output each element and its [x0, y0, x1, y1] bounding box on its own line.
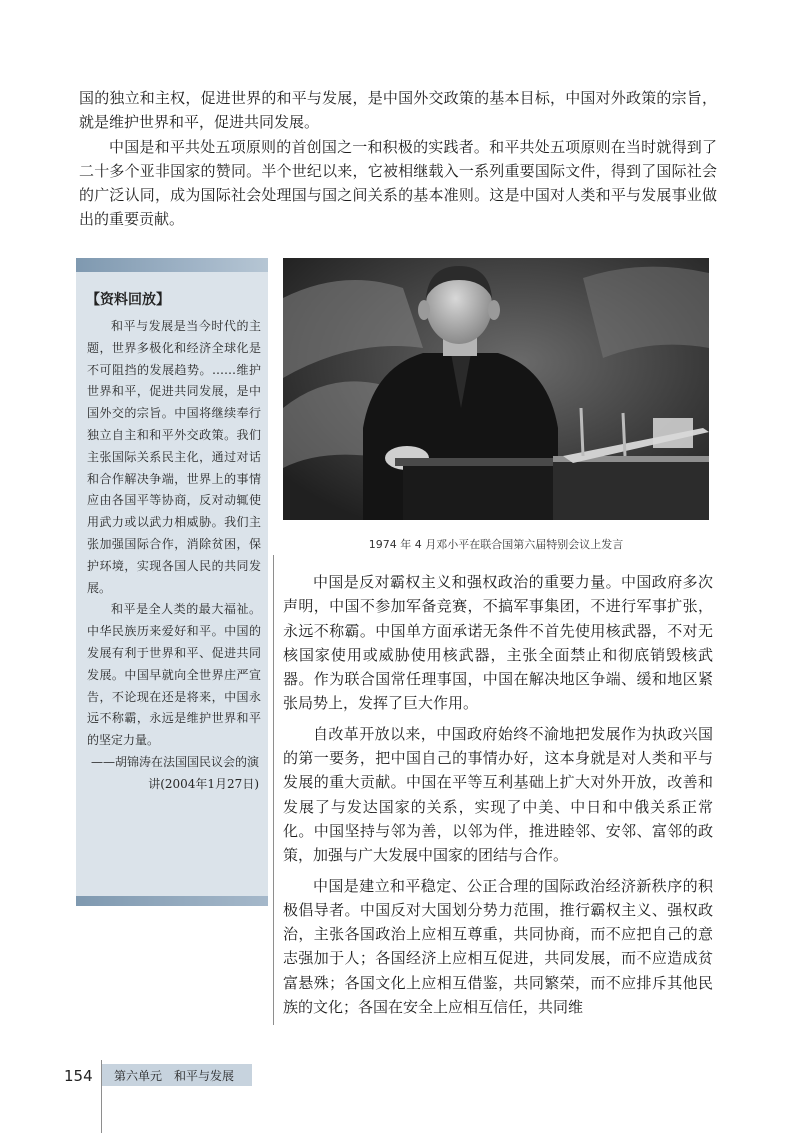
sidebar-body [87, 316, 261, 796]
sidebar-quote-paragraph: 和平与发展是当今时代的主题，世界多极化和经济全球化是不可阻挡的发展趋势。……维护世界和平，促进共同发展，是中国外交的宗旨。中国将继续奉行独立自主和和平外交政策。我们主张国际关系民主化，通过对话和合作解决争端，世界上的事情应由各国平等协商，反对动辄使用武力或以武力相威胁。我们主张加强国际合作，消除贫困，保护环境，实现各国人民的共同发展。 [87, 319, 261, 595]
sidebar-quote-source: ——胡锦涛在法国国民议会的演讲(2004年1月27日) [90, 754, 259, 791]
paragraph-reform-opening: 自改革开放以来，中国政府始终不渝地把发展作为执政兴国的第一要务，把中国自己的事情办好，这本身就是对人类和平与发展的重大贡献。中国在平等互利基础上扩大对外开放，改善和发展了与发达国家的关系，实现了中美、中日和中俄关系正常化。中国坚持与邻为善，以邻为伴，推进睦邻、安邻、富邻的政策，加强与广大发展中国家的团结与合作。 [283, 724, 713, 865]
page-number: 154 [64, 1067, 93, 1085]
sidebar-materials-box [76, 258, 268, 906]
footer-unit-label: 第六单元 和平与发展 [114, 1069, 235, 1083]
historical-photo [283, 258, 709, 520]
photo-caption: 1974 年 4 月邓小平在联合国第六届特别会议上发言 [368, 538, 624, 551]
main-text-block [283, 570, 713, 1025]
sidebar-bottom-band [76, 896, 268, 906]
footer-unit-tab [102, 1064, 252, 1086]
paragraph-continuation: 国的独立和主权，促进世界的和平与发展，是中国外交政策的基本目标，中国对外政策的宗旨，就是维护世界和平，促进共同发展。 [79, 89, 717, 132]
paragraph-anti-hegemony: 中国是反对霸权主义和强权政治的重要力量。中国政府多次声明，中国不参加军备竞赛，不搞军事集团，不进行军事扩张，永远不称霸。中国单方面承诺无条件不首先使用核武器，不对无核国家使用或威胁使用核武器，主张全面禁止和彻底销毁核武器。作为联合国常任理事国，中国在解决地区争端、缓和地区紧张局势上，发挥了巨大作用。 [283, 573, 713, 713]
sidebar-top-band [76, 258, 268, 272]
top-text-block [79, 86, 717, 232]
column-divider-line [273, 555, 274, 1025]
sidebar-title: 【资料回放】 [86, 292, 170, 308]
paragraph-new-order: 中国是建立和平稳定、公正合理的国际政治经济新秩序的积极倡导者。中国反对大国划分势力范围，推行霸权主义、强权政治，主张各国政治上应相互尊重，共同协商，而不应把自己的意志强加于人；各国经济上应相互促进，共同发展，而不应造成贫富悬殊；各国文化上应相互借鉴，共同繁荣，而不应排斥其他民族的文化；各国在安全上应相互信任，共同维 [283, 876, 713, 1017]
sidebar-quote-paragraph: 和平是全人类的最大福祉。中华民族历来爱好和平。中国的发展有利于世界和平、促进共同发展。中国早就向全世界庄严宣告，不论现在还是将来，中国永远不称霸，永远是维护世界和平的坚定力量。 [87, 602, 261, 748]
paragraph-five-principles: 中国是和平共处五项原则的首创国之一和积极的实践者。和平共处五项原则在当时就得到了二十多个亚非国家的赞同。半个世纪以来，它被相继载入一系列重要国际文件，得到了国际社会的广泛认同，成为国际社会处理国与国之间关系的基本准则。这是中国对人类和平与发展事业做出的重要贡献。 [79, 137, 717, 229]
